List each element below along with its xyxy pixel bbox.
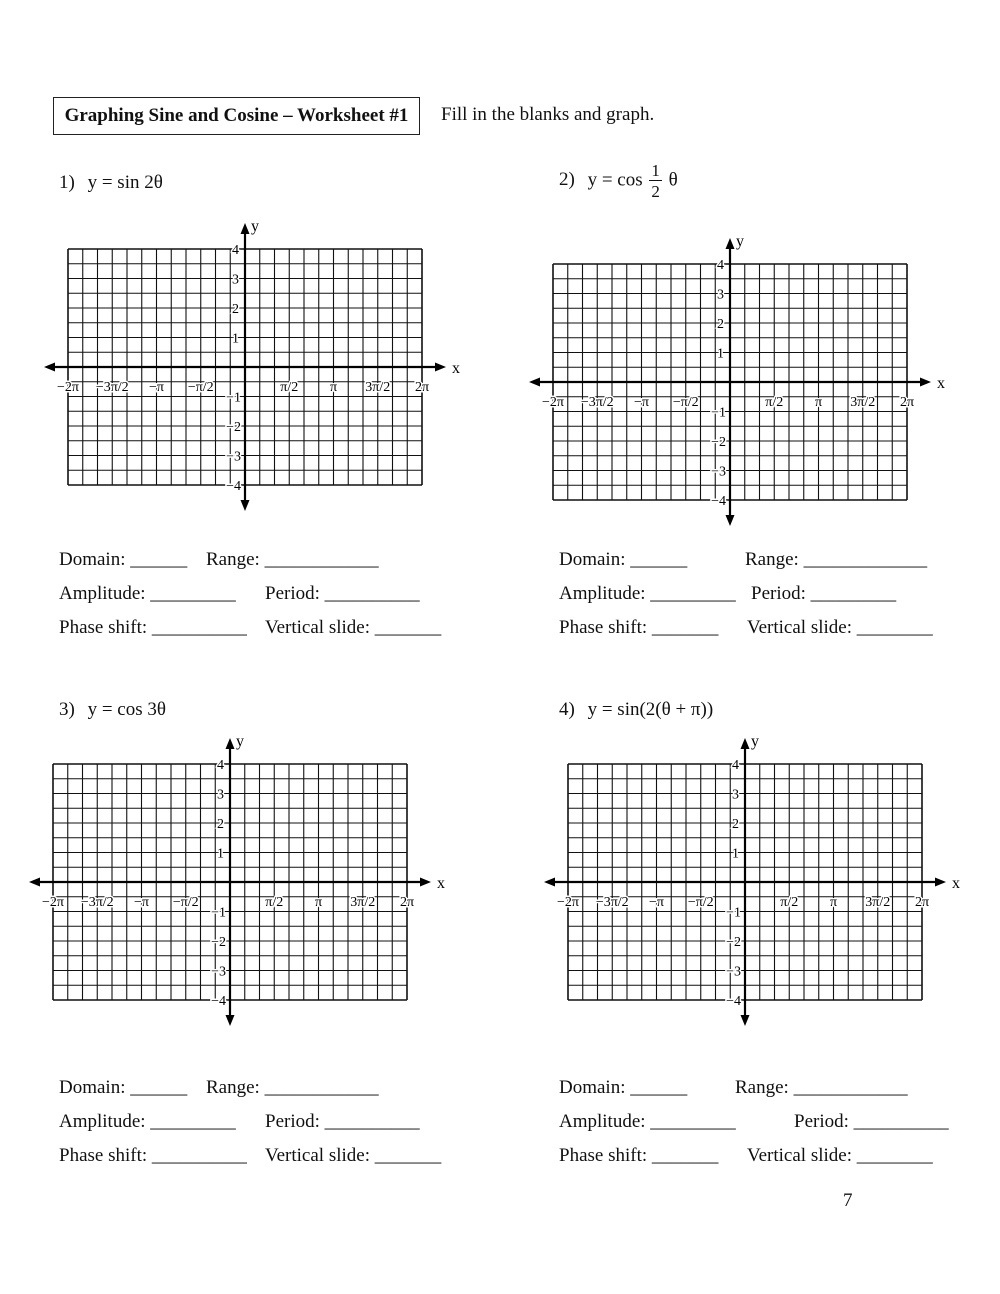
x-tick-label: −2π xyxy=(42,895,64,910)
equation-tail: θ xyxy=(668,169,678,191)
equation-lhs: y xyxy=(587,699,598,720)
y-tick-label: −1 xyxy=(226,390,241,406)
phase-shift-blank[interactable]: Phase shift: __________ xyxy=(59,617,247,638)
x-tick-label: π xyxy=(814,395,823,410)
vertical-slide-blank[interactable]: Vertical slide: _______ xyxy=(265,1145,442,1166)
x-tick-label: −3π/2 xyxy=(595,895,629,910)
y-tick-label: −1 xyxy=(711,405,726,421)
equation-rhs: = sin 2θ xyxy=(101,172,163,193)
y-tick-label: 2 xyxy=(717,317,724,332)
x-axis-label: x xyxy=(437,875,445,892)
y-axis-label: y xyxy=(236,733,244,750)
y-tick-label: −4 xyxy=(211,994,226,1009)
x-axis-label: x xyxy=(952,875,960,892)
y-tick-label: −2 xyxy=(211,935,226,950)
y-tick-label: −2 xyxy=(726,935,741,950)
domain-blank[interactable]: Domain: ______ xyxy=(559,1077,688,1098)
x-tick-label: π/2 xyxy=(265,895,284,910)
x-tick-label: −2π xyxy=(557,895,579,910)
vertical-slide-blank[interactable]: Vertical slide: ________ xyxy=(747,617,933,638)
x-tick-label: −2π xyxy=(57,380,79,395)
x-tick-label: 3π/2 xyxy=(865,895,891,910)
equation-lhs: y xyxy=(87,172,98,193)
y-tick-label: −4 xyxy=(226,479,241,494)
period-blank[interactable]: Period: __________ xyxy=(265,1111,420,1132)
problem-number: 4) xyxy=(559,699,575,720)
phase-shift-blank[interactable]: Phase shift: __________ xyxy=(59,1145,247,1166)
x-tick-label: −π/2 xyxy=(187,380,214,395)
x-tick-label: 3π/2 xyxy=(850,395,876,410)
x-tick-label: −2π xyxy=(542,395,564,410)
problem-2-fields xyxy=(559,549,979,651)
amplitude-blank[interactable]: Amplitude: _________ xyxy=(59,1111,236,1132)
equation-rhs: = sin(2(θ + π)) xyxy=(601,699,714,720)
amplitude-blank[interactable]: Amplitude: _________ xyxy=(559,1111,736,1132)
y-tick-label: 3 xyxy=(732,787,739,803)
y-axis-label: y xyxy=(751,733,759,750)
x-tick-label: −π/2 xyxy=(687,895,714,910)
x-tick-label: 2π xyxy=(399,895,415,910)
equation-rhs: = cos 3θ xyxy=(101,699,166,720)
x-tick-label: 2π xyxy=(914,895,930,910)
domain-blank[interactable]: Domain: ______ xyxy=(59,1077,188,1098)
x-tick-label: −3π/2 xyxy=(95,380,129,395)
y-tick-label: 3 xyxy=(232,272,239,288)
problem-number: 2) xyxy=(559,169,575,191)
worksheet-title: Graphing Sine and Cosine – Worksheet #1 xyxy=(53,97,420,135)
x-tick-label: −π xyxy=(634,395,649,410)
y-axis-label: y xyxy=(251,218,259,235)
y-axis-arrow-up xyxy=(741,738,750,749)
domain-blank[interactable]: Domain: ______ xyxy=(59,549,188,570)
y-tick-label: −3 xyxy=(726,964,741,980)
y-tick-label: 2 xyxy=(217,817,224,832)
x-axis-arrow-left xyxy=(544,878,555,887)
y-tick-label: 4 xyxy=(732,758,739,773)
y-tick-label: −3 xyxy=(211,964,226,980)
y-tick-label: 1 xyxy=(232,331,239,347)
range-blank[interactable]: Range: ____________ xyxy=(206,1077,379,1098)
phase-shift-blank[interactable]: Phase shift: _______ xyxy=(559,617,719,638)
problem-number: 1) xyxy=(59,172,75,193)
x-tick-label: −π/2 xyxy=(172,895,199,910)
x-tick-label: π/2 xyxy=(280,380,299,395)
x-tick-label: 3π/2 xyxy=(365,380,391,395)
x-axis-arrow-right xyxy=(935,878,946,887)
period-blank[interactable]: Period: __________ xyxy=(794,1111,949,1132)
y-tick-label: −2 xyxy=(226,420,241,435)
page-number: 7 xyxy=(843,1190,853,1211)
domain-blank[interactable]: Domain: ______ xyxy=(559,549,688,570)
period-blank[interactable]: Period: __________ xyxy=(265,583,420,604)
x-tick-label: π/2 xyxy=(780,895,799,910)
y-tick-label: −1 xyxy=(726,905,741,921)
equation-lhs: y xyxy=(587,169,598,191)
amplitude-blank[interactable]: Amplitude: _________ xyxy=(559,583,736,604)
y-tick-label: 3 xyxy=(217,787,224,803)
x-tick-label: −3π/2 xyxy=(80,895,114,910)
y-tick-label: 4 xyxy=(217,758,224,773)
y-tick-label: 2 xyxy=(232,302,239,317)
equation-rhs: = cos xyxy=(601,169,643,191)
y-tick-label: 4 xyxy=(232,243,239,258)
range-blank[interactable]: Range: ____________ xyxy=(206,549,379,570)
y-axis-label: y xyxy=(736,233,744,250)
x-tick-label: −π xyxy=(134,895,149,910)
x-tick-label: −π/2 xyxy=(672,395,699,410)
vertical-slide-blank[interactable]: Vertical slide: _______ xyxy=(265,617,442,638)
problem-number: 3) xyxy=(59,699,75,720)
vertical-slide-blank[interactable]: Vertical slide: ________ xyxy=(747,1145,933,1166)
amplitude-blank[interactable]: Amplitude: _________ xyxy=(59,583,236,604)
x-tick-label: π/2 xyxy=(765,395,784,410)
range-blank[interactable]: Range: ____________ xyxy=(735,1077,908,1098)
y-tick-label: −2 xyxy=(711,435,726,450)
y-tick-label: 1 xyxy=(217,846,224,862)
y-tick-label: −3 xyxy=(226,449,241,465)
y-axis-arrow-down xyxy=(741,1015,750,1026)
y-tick-label: 2 xyxy=(732,817,739,832)
x-tick-label: −π xyxy=(149,380,164,395)
x-tick-label: −3π/2 xyxy=(580,395,614,410)
x-tick-label: −π xyxy=(649,895,664,910)
period-blank[interactable]: Period: _________ xyxy=(751,583,897,604)
equation-lhs: y xyxy=(87,699,98,720)
x-tick-label: 2π xyxy=(899,395,915,410)
phase-shift-blank[interactable]: Phase shift: _______ xyxy=(559,1145,719,1166)
y-tick-label: 1 xyxy=(732,846,739,862)
y-tick-label: −3 xyxy=(711,464,726,480)
y-tick-label: 1 xyxy=(717,346,724,362)
fraction-denominator: 2 xyxy=(651,182,660,201)
problem-4-fields xyxy=(559,1077,979,1179)
x-tick-label: 2π xyxy=(414,380,430,395)
y-tick-label: −4 xyxy=(726,994,741,1009)
x-tick-label: 3π/2 xyxy=(350,895,376,910)
x-axis-label: x xyxy=(937,375,945,392)
y-tick-label: −1 xyxy=(211,905,226,921)
y-tick-label: −4 xyxy=(711,494,726,509)
y-tick-label: 4 xyxy=(717,258,724,273)
problem-3-fields xyxy=(59,1077,479,1179)
x-tick-label: π xyxy=(314,895,323,910)
x-tick-label: π xyxy=(329,380,338,395)
instructions: Fill in the blanks and graph. xyxy=(441,104,655,125)
x-axis-label: x xyxy=(452,360,460,377)
problem-1-fields xyxy=(59,549,479,651)
range-blank[interactable]: Range: _____________ xyxy=(745,549,928,570)
y-tick-label: 3 xyxy=(717,287,724,303)
x-tick-label: π xyxy=(829,895,838,910)
fraction-numerator: 1 xyxy=(651,161,660,180)
